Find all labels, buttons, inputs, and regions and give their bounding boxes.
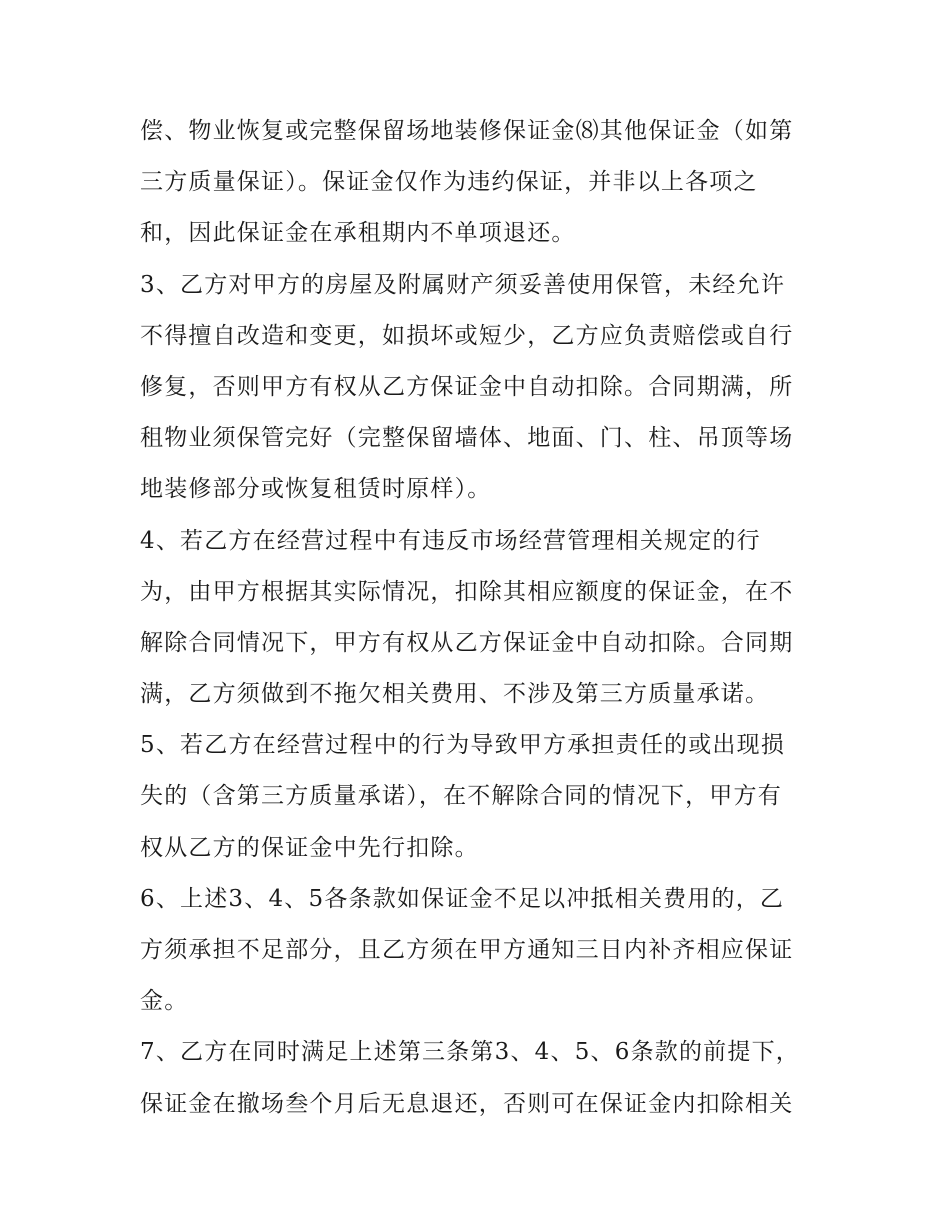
text-line: 偿、物业恢复或完整保留场地装修保证金⑻其他保证金（如第	[140, 118, 794, 144]
text-line: 租物业须保管完好（完整保留墙体、地面、门、柱、吊顶等场	[140, 425, 794, 452]
text-line: 地装修部分或恢复租赁时原样）。	[140, 476, 492, 503]
text-line: 满，乙方须做到不拖欠相关费用、不涉及第三方质量承诺。	[140, 681, 770, 708]
clause-5-start: 5、若乙方在经营过程中的行为导致甲方承担责任的或出现损	[140, 732, 786, 759]
text-line: 金。	[140, 988, 189, 1015]
contract-body-text	[140, 106, 820, 1130]
text-line: 和，因此保证金在承租期内不单项退还。	[140, 220, 576, 247]
clause-7-start: 7、乙方在同时满足上述第三条第3、4、5、6条款的前提下，	[140, 1039, 800, 1066]
text-line: 不得擅自改造和变更，如损坏或短少，乙方应负责赔偿或自行	[140, 322, 794, 349]
text-line: 为，由甲方根据其实际情况，扣除其相应额度的保证金，在不	[140, 578, 794, 605]
text-line: 权从乙方的保证金中先行扣除。	[140, 834, 479, 861]
text-line: 解除合同情况下，甲方有权从乙方保证金中自动扣除。合同期	[140, 629, 794, 656]
text-line: 三方质量保证）。保证金仅作为违约保证，并非以上各项之	[140, 169, 758, 196]
text-line: 方须承担不足部分，且乙方须在甲方通知三日内补齐相应保证	[140, 937, 794, 963]
clause-3-start: 3、乙方对甲方的房屋及附属财产须妥善使用保管，未经允许	[140, 271, 786, 298]
clause-6-start: 6、上述3、4、5各条款如保证金不足以冲抵相关费用的，乙	[140, 885, 785, 912]
text-line: 修复，否则甲方有权从乙方保证金中自动扣除。合同期满，所	[140, 373, 794, 400]
text-line: 保证金在撤场叁个月后无息退还，否则可在保证金内扣除相关	[140, 1090, 794, 1117]
text-line: 失的（含第三方质量承诺），在不解除合同的情况下，甲方有	[140, 783, 782, 810]
clause-4-start: 4、若乙方在经营过程中有违反市场经营管理相关规定的行	[140, 527, 761, 554]
